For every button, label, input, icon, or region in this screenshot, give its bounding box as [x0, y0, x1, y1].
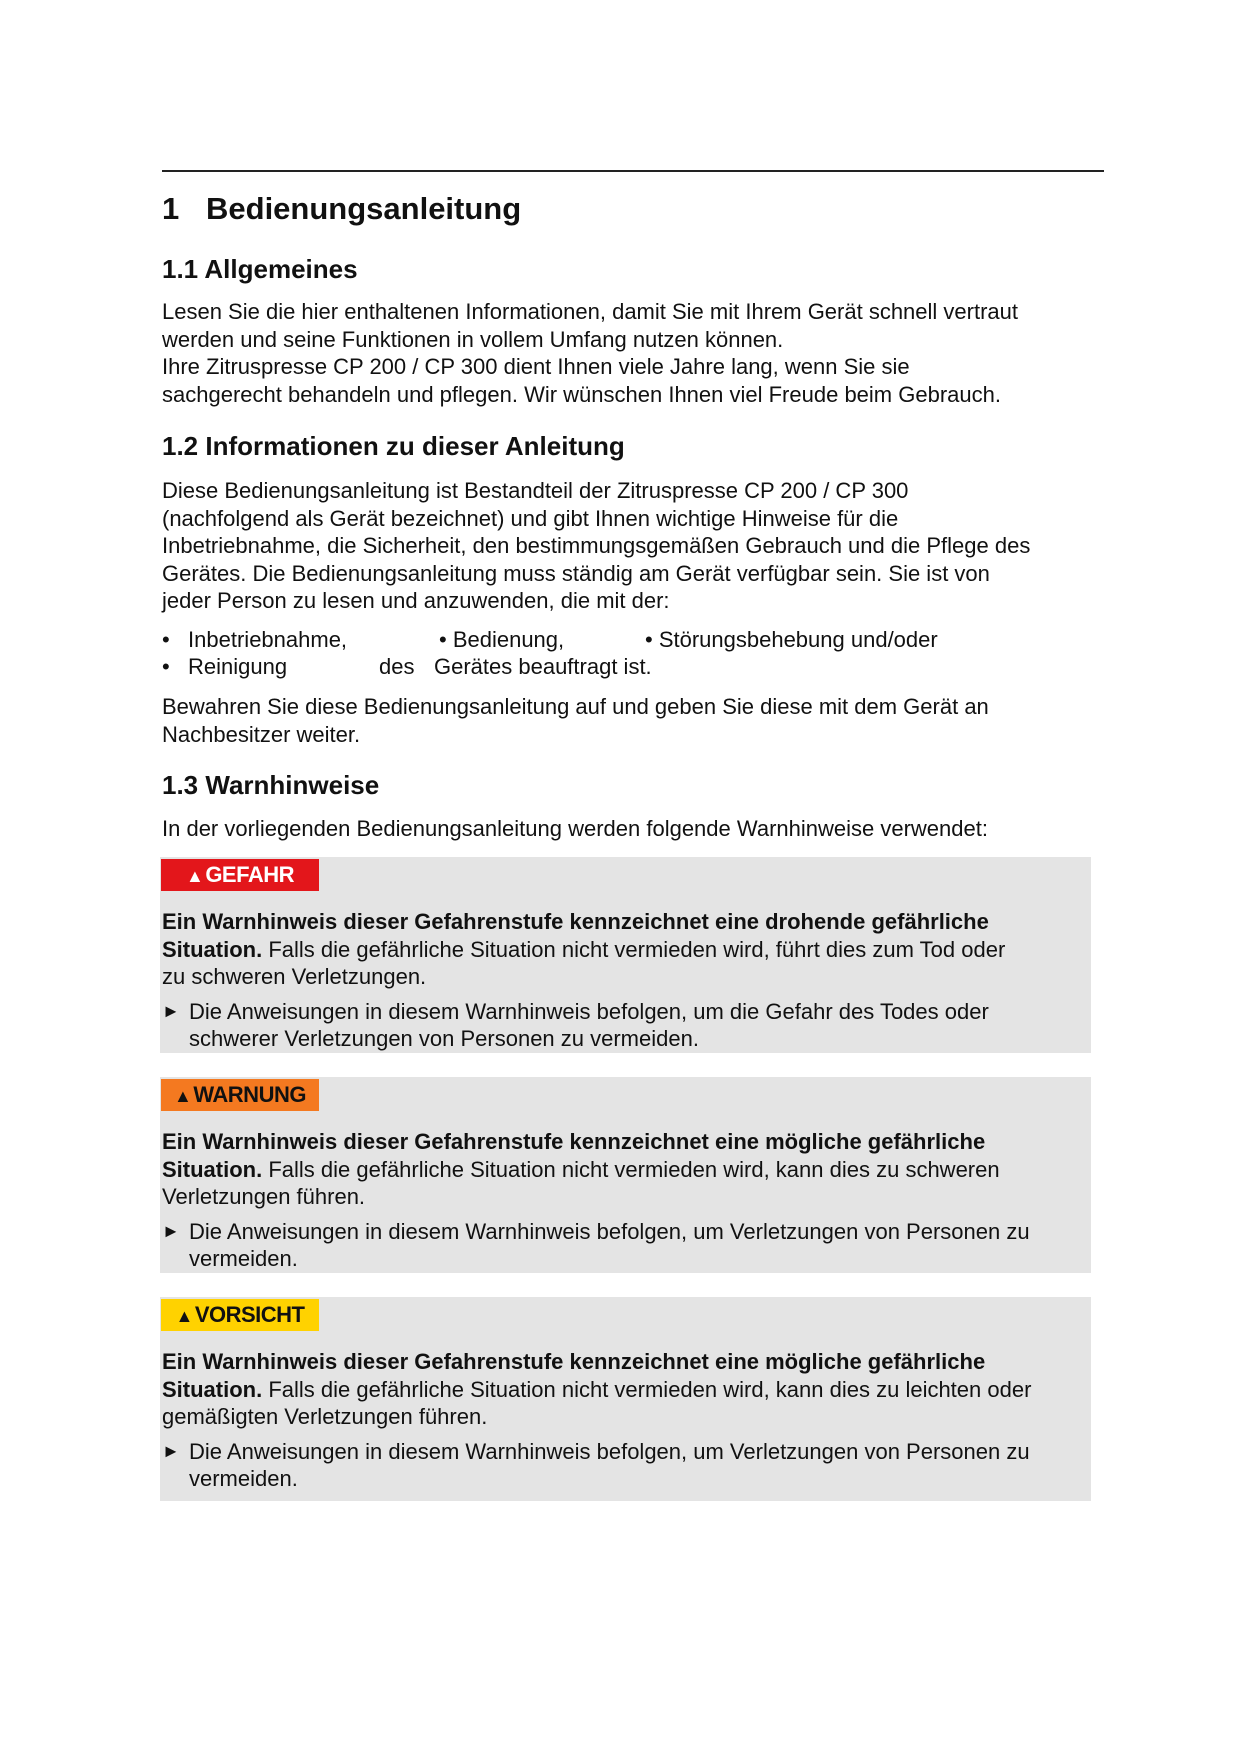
warning-triangle-icon: ▲ [174, 1086, 192, 1106]
header-rule [162, 170, 1104, 172]
warning-text [162, 1348, 1090, 1493]
warning-bold-line: Situation. [162, 936, 263, 962]
warning-instruction: ► Die Anweisungen in diesem Warnhinweis befolgen, um die Gefahr des Todes oder schwerer Verletzungen von Personen zu vermeiden. [162, 998, 989, 1051]
section-informationen-text [162, 477, 1102, 615]
section-heading-warnhinweise: 1.3 Warnhinweise [162, 770, 380, 800]
warning-bold-line: Ein Warnhinweis dieser Gefahrenstufe kennzeichnet eine mögliche gefährliche [162, 1349, 986, 1374]
warning-text-line: zu schweren Verletzungen. [162, 964, 427, 989]
warning-instruction: ► Die Anweisungen in diesem Warnhinweis befolgen, um Verletzungen von Personen zu vermeiden. [162, 1218, 1030, 1271]
warning-text-line: Falls die gefährliche Situation nicht vermieden wird, kann dies zu leichten oder [262, 1376, 1032, 1402]
arrow-right-icon: ► [162, 1220, 180, 1241]
bullet-item: • Bedienung, [439, 627, 565, 652]
chapter-title: Bedienungsanleitung [206, 191, 522, 226]
section-heading-allgemeines: 1.1 Allgemeines [162, 254, 358, 284]
text-line: jeder Person zu lesen und anzuwenden, die mit der: [162, 588, 670, 613]
text-line: Gerätes. Die Bedienungsanleitung muss ständig am Gerät verfügbar sein. Sie ist von [162, 560, 990, 586]
caution-badge: ▲VORSICHT [161, 1299, 319, 1331]
bullet-item: • Störungsbehebung und/oder [645, 627, 938, 652]
text-line: Diese Bedienungsanleitung ist Bestandteil der Zitruspresse CP 200 / CP 300 [162, 478, 909, 503]
warning-bold-line: Situation. [162, 1376, 263, 1402]
bullet-text: des [379, 654, 415, 679]
text-line: Nachbesitzer weiter. [162, 721, 361, 747]
warning-triangle-icon: ▲ [185, 866, 204, 886]
text-line: Ihre Zitruspresse CP 200 / CP 300 dient Ihnen viele Jahre lang, wenn Sie sie [162, 354, 910, 379]
chapter-number: 1 [162, 191, 180, 226]
warning-text [162, 1128, 1090, 1273]
bullet-item: • Inbetriebnahme, [162, 627, 348, 652]
warning-box-warning [160, 1077, 1091, 1273]
warning-badge: ▲WARNUNG [161, 1079, 319, 1111]
bullet-item: • Reinigung [162, 654, 288, 679]
section-allgemeines-text [162, 298, 1102, 408]
warning-text-line: Falls die gefährliche Situation nicht vermieden wird, kann dies zu schweren [262, 1156, 1000, 1182]
warning-bold-line: Situation. [162, 1156, 263, 1182]
chapter-heading [162, 191, 521, 227]
warning-bold-line: Ein Warnhinweis dieser Gefahrenstufe kennzeichnet eine drohende gefährliche [162, 909, 989, 934]
text-line: In der vorliegenden Bedienungsanleitung werden folgende Warnhinweise verwendet: [162, 816, 988, 841]
text-line: werden und seine Funktionen in vollem Umfang nutzen können. [162, 326, 784, 352]
arrow-right-icon: ► [162, 1000, 180, 1021]
text-line: Bewahren Sie diese Bedienungsanleitung auf und geben Sie diese mit dem Gerät an [162, 694, 989, 719]
warning-triangle-icon: ▲ [175, 1306, 193, 1326]
warning-box-danger [160, 857, 1091, 1053]
warning-text [162, 908, 1090, 1053]
section-warnhinweise-intro [162, 815, 1102, 843]
warning-text-line: Verletzungen führen. [162, 1184, 366, 1209]
text-line: Lesen Sie die hier enthaltenen Informationen, damit Sie mit Ihrem Gerät schnell vertraut [162, 299, 1019, 324]
bullet-text: Gerätes beauftragt ist. [434, 654, 652, 679]
danger-badge: ▲GEFAHR [161, 859, 319, 891]
section-heading-informationen: 1.2 Informationen zu dieser Anleitung [162, 431, 625, 461]
warning-instruction: ► Die Anweisungen in diesem Warnhinweis befolgen, um Verletzungen von Personen zu vermeiden. [162, 1438, 1030, 1491]
arrow-right-icon: ► [162, 1440, 180, 1461]
text-line: Inbetriebnahme, die Sicherheit, den bestimmungsgemäßen Gebrauch und die Pflege des [162, 533, 1031, 558]
section-informationen-closing [162, 693, 1102, 748]
warning-box-caution [160, 1297, 1091, 1501]
warning-text-line: Falls die gefährliche Situation nicht vermieden wird, führt dies zum Tod oder [262, 936, 1006, 962]
warning-bold-line: Ein Warnhinweis dieser Gefahrenstufe kennzeichnet eine mögliche gefährliche [162, 1129, 986, 1154]
text-line: (nachfolgend als Gerät bezeichnet) und gibt Ihnen wichtige Hinweise für die [162, 505, 899, 531]
text-line: sachgerecht behandeln und pflegen. Wir wünschen Ihnen viel Freude beim Gebrauch. [162, 381, 1001, 407]
warning-text-line: gemäßigten Verletzungen führen. [162, 1404, 488, 1429]
